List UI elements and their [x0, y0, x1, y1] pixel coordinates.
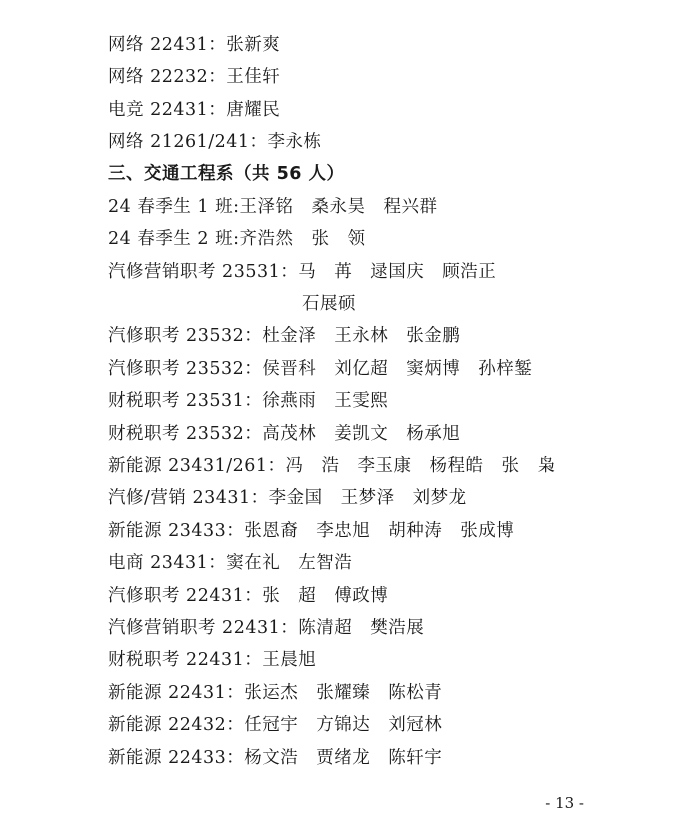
text-line: 汽修/营销 23431：李金国 王梦泽 刘梦龙 [108, 488, 467, 508]
text-line: 24 春季生 2 班:齐浩然 张 领 [108, 229, 366, 249]
text-line: 财税职考 23532：高茂林 姜凯文 杨承旭 [108, 424, 461, 444]
text-line: 网络 22431：张新爽 [108, 35, 281, 55]
text-line: 新能源 22433：杨文浩 贾绪龙 陈轩宇 [108, 748, 443, 768]
text-line: 汽修职考 22431：张 超 傅政博 [108, 586, 389, 606]
text-line: 汽修营销职考 23531：马 苒 逯国庆 顾浩正 [108, 262, 497, 282]
text-line: 新能源 23433：张恩裔 李忠旭 胡种涛 张成博 [108, 521, 515, 541]
text-line: 汽修营销职考 22431：陈清超 樊浩展 [108, 618, 425, 638]
text-line: 新能源 23431/261：冯 浩 李玉康 杨程皓 张 枭 [108, 456, 556, 476]
page-number: - 13 - [545, 794, 584, 812]
text-line: 汽修职考 23532：侯晋科 刘亿超 窦炳博 孙梓錾 [108, 359, 533, 379]
text-line: 财税职考 23531：徐燕雨 王雯熙 [108, 391, 389, 411]
text-line: 网络 22232：王佳轩 [108, 67, 281, 87]
text-line: 电商 23431：窦在礼 左智浩 [108, 553, 353, 573]
section-heading: 三、交通工程系（共 56 人） [108, 164, 345, 184]
text-line: 电竞 22431：唐耀民 [108, 100, 281, 120]
text-line: 财税职考 22431：王晨旭 [108, 650, 317, 670]
text-line-continuation: 石展硕 [302, 294, 356, 314]
text-line: 新能源 22432：任冠宇 方锦达 刘冠林 [108, 715, 443, 735]
text-line: 新能源 22431：张运杰 张耀臻 陈松青 [108, 683, 443, 703]
text-line: 24 春季生 1 班:王泽铭 桑永昊 程兴群 [108, 197, 438, 217]
text-line: 网络 21261/241：李永栋 [108, 132, 322, 152]
text-line: 汽修职考 23532：杜金泽 王永林 张金鹏 [108, 326, 461, 346]
